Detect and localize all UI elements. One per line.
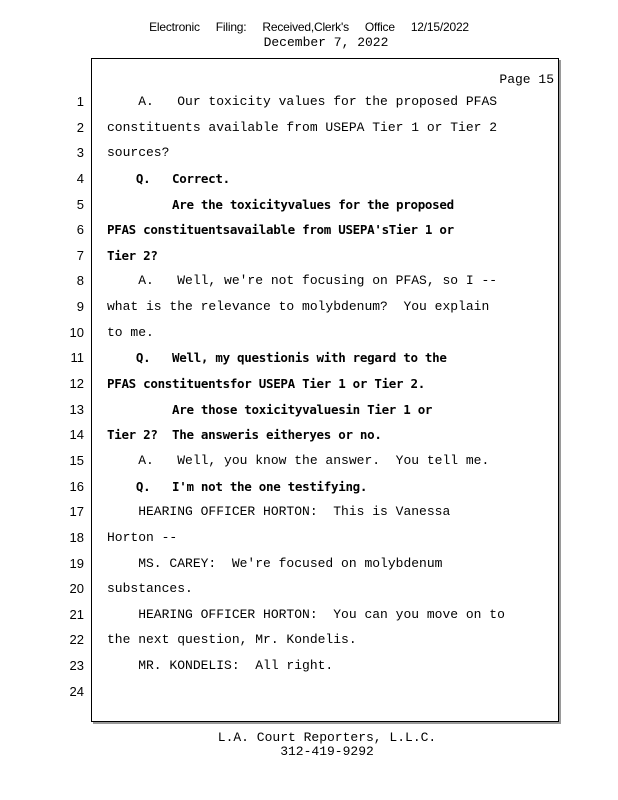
transcript-line <box>0 192 618 218</box>
line-text: constituents available from USEPA Tier 1 or Tier 2 <box>107 119 498 135</box>
line-text: PFAS constituentsavailable from USEPA'sTier 1 or <box>107 222 454 238</box>
filing-stamp-received: Received,Clerk's <box>262 20 349 34</box>
line-number: 9 <box>76 299 84 315</box>
transcript-line <box>0 294 618 320</box>
line-number: 20 <box>69 581 84 597</box>
line-number: 21 <box>69 606 84 622</box>
line-number: 2 <box>76 119 84 135</box>
line-text: HEARING OFFICER HORTON: This is Vanessa <box>107 504 451 520</box>
line-number: 7 <box>76 247 84 263</box>
line-number: 17 <box>69 504 84 520</box>
deposition-date: December 7, 2022 <box>263 35 389 50</box>
transcript-line <box>0 345 618 371</box>
line-text: A. Well, we're not focusing on PFAS, so I -- <box>107 273 498 289</box>
transcript-line <box>0 243 618 269</box>
line-number: 14 <box>69 427 84 443</box>
transcript-line <box>0 422 618 448</box>
transcript-line <box>0 679 618 705</box>
line-text: to me. <box>107 324 154 340</box>
transcript-line <box>0 89 618 115</box>
transcript-line <box>0 525 618 551</box>
line-text: Are the toxicityvalues for the proposed <box>107 196 454 212</box>
footer-company: L.A. Court Reporters, L.L.C. <box>217 730 437 745</box>
filing-stamp <box>0 20 618 34</box>
transcript-line <box>0 166 618 192</box>
line-number: 23 <box>69 658 84 674</box>
page-number: Page 15 <box>499 72 554 87</box>
line-number: 12 <box>69 376 84 392</box>
filing-stamp-electronic: Electronic <box>149 20 200 34</box>
filing-stamp-filing: Filing: <box>215 20 247 34</box>
transcript-line <box>0 627 618 653</box>
filing-stamp-office: Office <box>364 20 395 34</box>
transcript-line <box>0 140 618 166</box>
line-number: 6 <box>76 222 84 238</box>
transcript-line <box>0 397 618 423</box>
line-text: Q. I'm not the one testifying. <box>107 478 368 494</box>
footer-phone: 312-419-9292 <box>280 744 374 759</box>
transcript-line <box>0 371 618 397</box>
line-text: the next question, Mr. Kondelis. <box>107 632 357 648</box>
line-text: PFAS constituentsfor USEPA Tier 1 or Tier 2. <box>107 376 425 392</box>
line-text: Tier 2? The answeris eitheryes or no. <box>107 427 382 443</box>
line-text: sources? <box>107 145 170 161</box>
transcript-line <box>0 576 618 602</box>
transcript-line <box>0 320 618 346</box>
line-number: 15 <box>69 452 84 468</box>
line-number: 18 <box>69 529 84 545</box>
line-number: 1 <box>76 94 84 109</box>
line-text: what is the relevance to molybdenum? You explain <box>107 299 490 315</box>
line-text: Are those toxicityvaluesin Tier 1 or <box>107 401 433 417</box>
transcript-line <box>0 217 618 243</box>
transcript-line <box>0 499 618 525</box>
line-number: 24 <box>69 683 84 699</box>
line-number: 3 <box>76 145 84 161</box>
line-text: Tier 2? <box>107 247 158 263</box>
line-number: 16 <box>69 478 84 494</box>
line-number: 10 <box>69 324 84 340</box>
line-text: Q. Correct. <box>107 170 230 186</box>
line-text: MR. KONDELIS: All right. <box>107 658 334 674</box>
line-number: 11 <box>70 350 84 366</box>
transcript-line <box>0 448 618 474</box>
line-text: MS. CAREY: We're focused on molybdenum <box>107 555 443 571</box>
line-number: 5 <box>76 196 84 212</box>
line-text: A. Well, you know the answer. You tell me. <box>107 452 490 468</box>
line-text: substances. <box>107 581 193 597</box>
line-number: 13 <box>69 401 84 417</box>
line-number: 4 <box>76 170 84 186</box>
transcript-line <box>0 474 618 500</box>
line-number: 22 <box>69 632 84 648</box>
filing-stamp-date: 12/15/2022 <box>410 20 469 34</box>
footer <box>0 731 618 759</box>
line-text: HEARING OFFICER HORTON: You can you move on to <box>107 606 505 622</box>
transcript-line <box>0 115 618 141</box>
line-number: 19 <box>69 555 84 571</box>
line-text: Q. Well, my questionis with regard to the <box>107 350 447 366</box>
transcript-line <box>0 551 618 577</box>
transcript-line <box>0 268 618 294</box>
line-text: Horton -- <box>107 529 178 545</box>
line-number: 8 <box>76 273 84 289</box>
transcript-line <box>0 602 618 628</box>
transcript-line <box>0 653 618 679</box>
line-text: A. Our toxicity values for the proposed PFAS <box>107 94 498 109</box>
transcript-lines <box>0 89 618 704</box>
